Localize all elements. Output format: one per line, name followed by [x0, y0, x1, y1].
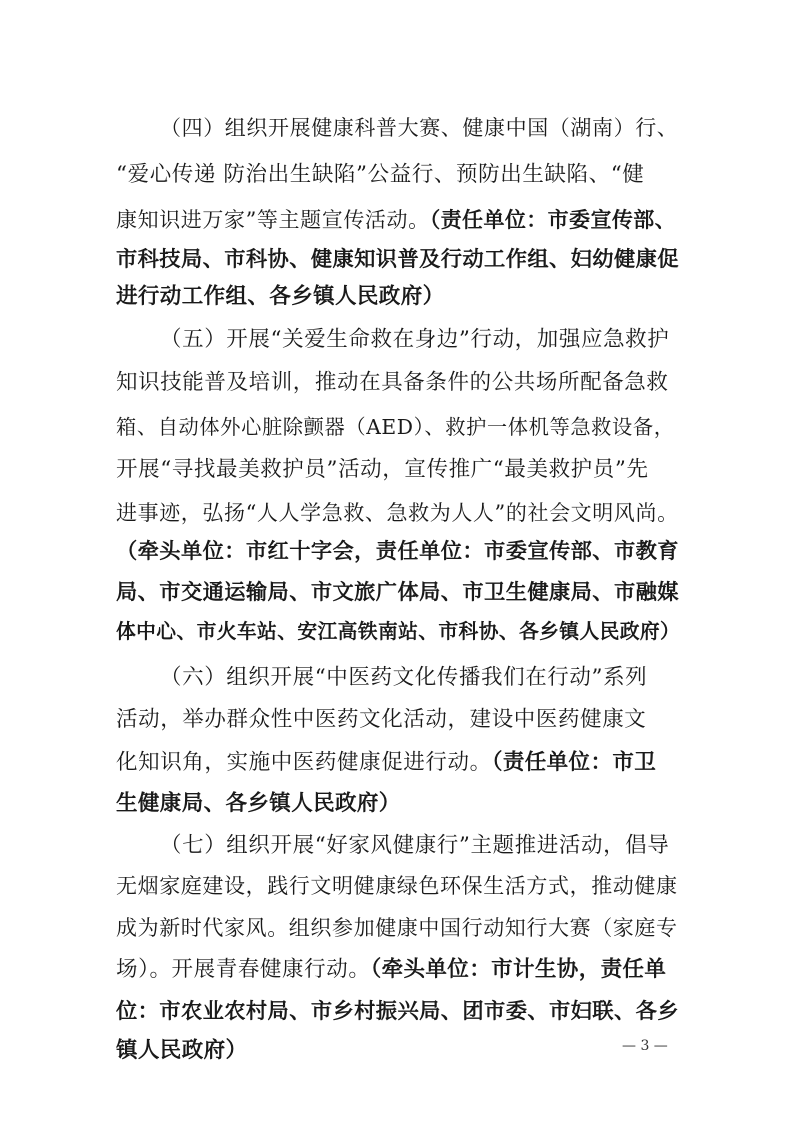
paragraph-seven-line: [160, 831, 680, 861]
body-text: （六）组织开展“中医药文化传播我们在行动”系列: [160, 665, 648, 690]
body-text: 无烟家庭建设，践行文明健康绿色环保生活方式，推动健康: [116, 874, 678, 898]
paragraph-seven-line: [116, 1036, 680, 1066]
paragraph-six-line: [116, 789, 680, 819]
responsible-units-text: （责任单位：市委宣传部、: [429, 208, 677, 232]
paragraph-seven-line: [116, 871, 680, 901]
body-text: 知识技能普及培训，推动在具备条件的公共场所配备急救: [116, 370, 669, 395]
body-text: 箱、自动体外心脏除颤器（AED）、救护一体机等急救设备，: [116, 415, 675, 439]
body-text: （五）开展“关爱生命救在身边”行动，加强应急救护: [160, 327, 670, 352]
paragraph-five-line: [160, 325, 680, 355]
body-text: 场）。开展青春健康行动。: [116, 957, 371, 982]
responsible-units-text: 市科技局、市科协、健康知识普及行动工作组、妇幼健康促: [116, 247, 679, 272]
paragraph-five-line: [116, 498, 680, 528]
paragraph-five-line: [116, 578, 680, 608]
paragraph-four-line: [116, 282, 680, 312]
body-text: （四）组织开展健康科普大赛、健康中国（湖南）行、: [160, 116, 679, 140]
paragraph-five-line: [116, 455, 680, 485]
paragraph-four-line: [116, 205, 680, 235]
paragraph-six-line: [160, 663, 680, 693]
responsible-units-text: 局、市交通运输局、市文旅广体局、市卫生健康局、市融媒: [116, 580, 679, 605]
responsible-units-text: （责任单位：市卫: [491, 750, 657, 775]
body-text: 康知识进万家”等主题宣传活动。: [116, 208, 430, 232]
paragraph-five-line: [116, 412, 680, 442]
body-text: （七）组织开展“好家风健康行”主题推进活动，倡导: [160, 833, 670, 858]
body-text: “爱心传递 防治出生缺陷”公益行、预防出生缺陷、“健: [116, 162, 645, 187]
responsible-units-text: 体中心、市火车站、安江高铁南站、市科协、各乡镇人民政府）: [116, 620, 681, 643]
paragraph-five-line: [116, 537, 680, 567]
responsible-units-text: 进行动工作组、各乡镇人民政府）: [116, 284, 445, 309]
body-text: 化知识角，实施中医药健康促进行动。: [116, 750, 492, 775]
body-text: 活动，举办群众性中医药文化活动，建设中医药健康文: [116, 707, 647, 732]
paragraph-seven-line: [116, 955, 680, 985]
paragraph-five-line: [116, 617, 680, 647]
responsible-units-text: 位：市农业农村局、市乡村振兴局、团市委、市妇联、各乡: [116, 999, 679, 1024]
paragraph-six-line: [116, 748, 680, 778]
paragraph-six-line: [116, 705, 680, 735]
body-text: 进事迹，弘扬“人人学急救、急救为人人”的社会文明风尚。: [116, 501, 679, 525]
paragraph-seven-line: [116, 997, 680, 1027]
body-text: 成为新时代家风。组织参加健康中国行动知行大赛（家庭专: [116, 916, 678, 940]
responsible-units-text: 镇人民政府）: [116, 1038, 248, 1063]
body-text: 开展“寻找最美救护员”活动，宣传推广“最美救护员”先: [116, 457, 649, 482]
page-number: — 3 —: [622, 1038, 668, 1054]
paragraph-seven-line: [116, 913, 680, 943]
responsible-units-text: 生健康局、各乡镇人民政府）: [116, 791, 401, 816]
responsible-units-text: （牵头单位：市计生协，责任单: [370, 957, 667, 982]
paragraph-five-line: [116, 368, 680, 398]
paragraph-four-line: [160, 113, 680, 143]
paragraph-four-line: [116, 160, 680, 190]
responsible-units-text: （牵头单位：市红十字会，责任单位：市委宣传部、市教育: [116, 539, 679, 564]
paragraph-four-line: [116, 245, 680, 275]
